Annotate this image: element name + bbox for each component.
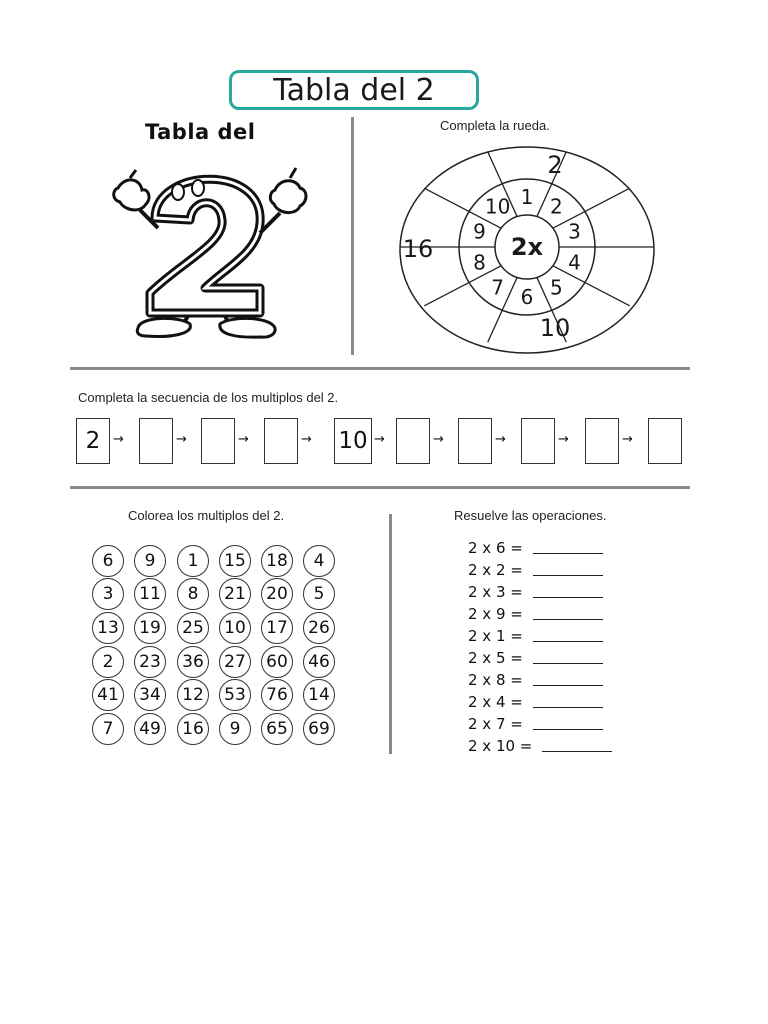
number-circle[interactable]: 26 bbox=[303, 612, 335, 644]
operation-expression: 2 x 2 = bbox=[468, 561, 523, 579]
sequence-box[interactable] bbox=[201, 418, 235, 464]
sequence-box: 2 bbox=[76, 418, 110, 464]
wheel-inner-number: 8 bbox=[473, 250, 486, 275]
operation-row bbox=[468, 561, 603, 579]
number-circle[interactable]: 12 bbox=[177, 679, 209, 711]
operations-instruction: Resuelve las operaciones. bbox=[454, 508, 607, 523]
divider-vertical-top bbox=[351, 117, 354, 355]
operation-row bbox=[468, 693, 603, 711]
number-circle[interactable]: 1 bbox=[177, 545, 209, 577]
answer-blank[interactable] bbox=[533, 587, 603, 598]
sequence-arrow-icon: → bbox=[374, 432, 385, 447]
coloring-instruction: Colorea los multiplos del 2. bbox=[128, 508, 285, 523]
number-two-mascot-icon bbox=[110, 148, 310, 343]
answer-blank[interactable] bbox=[533, 609, 603, 620]
operation-expression: 2 x 1 = bbox=[468, 627, 523, 645]
wheel-center-label: 2x bbox=[510, 233, 544, 261]
wheel-inner-number: 10 bbox=[484, 194, 511, 219]
wheel-inner-number: 9 bbox=[473, 219, 486, 244]
sequence-arrow-icon: → bbox=[113, 432, 124, 447]
operation-expression: 2 x 7 = bbox=[468, 715, 523, 733]
number-circle[interactable]: 9 bbox=[134, 545, 166, 577]
answer-blank[interactable] bbox=[533, 653, 603, 664]
wheel-inner-number: 2 bbox=[550, 194, 563, 219]
wheel-inner-number: 3 bbox=[568, 219, 581, 244]
wheel-inner-number: 7 bbox=[491, 275, 504, 300]
operation-expression: 2 x 3 = bbox=[468, 583, 523, 601]
multiplication-wheel bbox=[398, 145, 656, 355]
operation-row bbox=[468, 605, 603, 623]
number-circle[interactable]: 4 bbox=[303, 545, 335, 577]
operation-row bbox=[468, 715, 603, 733]
sequence-box[interactable] bbox=[521, 418, 555, 464]
number-circle[interactable]: 8 bbox=[177, 578, 209, 610]
answer-blank[interactable] bbox=[533, 719, 603, 730]
worksheet-title: Tabla del 2 bbox=[229, 70, 479, 110]
number-circle[interactable]: 15 bbox=[219, 545, 251, 577]
wheel-outer-answer: 2 bbox=[547, 151, 563, 179]
number-circle[interactable]: 76 bbox=[261, 679, 293, 711]
sequence-box[interactable] bbox=[139, 418, 173, 464]
number-circle[interactable]: 41 bbox=[92, 679, 124, 711]
number-circle[interactable]: 21 bbox=[219, 578, 251, 610]
number-circle[interactable]: 2 bbox=[92, 646, 124, 678]
divider-horizontal-2 bbox=[70, 486, 690, 489]
operation-row bbox=[468, 583, 603, 601]
sequence-arrow-icon: → bbox=[238, 432, 249, 447]
sequence-arrow-icon: → bbox=[558, 432, 569, 447]
wheel-inner-number: 6 bbox=[520, 285, 534, 309]
wheel-inner-number: 4 bbox=[568, 250, 581, 275]
number-circle[interactable]: 46 bbox=[303, 646, 335, 678]
number-circle[interactable]: 27 bbox=[219, 646, 251, 678]
sequence-instruction: Completa la secuencia de los multiplos del 2. bbox=[78, 390, 339, 405]
sequence-arrow-icon: → bbox=[495, 432, 506, 447]
divider-horizontal-1 bbox=[70, 367, 690, 370]
number-circle[interactable]: 34 bbox=[134, 679, 166, 711]
operation-expression: 2 x 8 = bbox=[468, 671, 523, 689]
number-circle[interactable]: 10 bbox=[219, 612, 251, 644]
sequence-arrow-icon: → bbox=[176, 432, 187, 447]
number-circle[interactable]: 19 bbox=[134, 612, 166, 644]
wheel-outer-answer: 16 bbox=[402, 235, 434, 263]
operation-row bbox=[468, 737, 612, 755]
answer-blank[interactable] bbox=[533, 675, 603, 686]
sequence-arrow-icon: → bbox=[433, 432, 444, 447]
sequence-arrow-icon: → bbox=[301, 432, 312, 447]
answer-blank[interactable] bbox=[533, 631, 603, 642]
number-circle[interactable]: 23 bbox=[134, 646, 166, 678]
answer-blank[interactable] bbox=[533, 697, 603, 708]
wheel-inner-number: 5 bbox=[550, 275, 563, 300]
number-circle[interactable]: 49 bbox=[134, 713, 166, 745]
number-circle[interactable]: 7 bbox=[92, 713, 124, 745]
operation-expression: 2 x 6 = bbox=[468, 539, 523, 557]
sequence-box[interactable] bbox=[458, 418, 492, 464]
number-circle[interactable]: 65 bbox=[261, 713, 293, 745]
sequence-arrow-icon: → bbox=[622, 432, 633, 447]
operation-row bbox=[468, 649, 603, 667]
answer-blank[interactable] bbox=[533, 565, 603, 576]
mascot-label: Tabla del bbox=[145, 120, 256, 144]
answer-blank[interactable] bbox=[533, 543, 603, 554]
number-circle[interactable]: 18 bbox=[261, 545, 293, 577]
number-circle[interactable]: 36 bbox=[177, 646, 209, 678]
number-circle[interactable]: 11 bbox=[134, 578, 166, 610]
number-circle[interactable]: 20 bbox=[261, 578, 293, 610]
number-circle[interactable]: 14 bbox=[303, 679, 335, 711]
number-circle[interactable]: 9 bbox=[219, 713, 251, 745]
operation-row bbox=[468, 671, 603, 689]
operation-expression: 2 x 5 = bbox=[468, 649, 523, 667]
sequence-box[interactable] bbox=[396, 418, 430, 464]
operation-expression: 2 x 9 = bbox=[468, 605, 523, 623]
wheel-inner-number: 1 bbox=[520, 185, 534, 209]
wheel-instruction: Completa la rueda. bbox=[440, 118, 550, 133]
sequence-box[interactable] bbox=[585, 418, 619, 464]
number-circle[interactable]: 16 bbox=[177, 713, 209, 745]
sequence-box[interactable] bbox=[648, 418, 682, 464]
number-circle[interactable]: 17 bbox=[261, 612, 293, 644]
number-circle[interactable]: 6 bbox=[92, 545, 124, 577]
number-circle[interactable]: 69 bbox=[303, 713, 335, 745]
sequence-box[interactable] bbox=[264, 418, 298, 464]
number-circle[interactable]: 13 bbox=[92, 612, 124, 644]
number-circle[interactable]: 25 bbox=[177, 612, 209, 644]
number-circle[interactable]: 53 bbox=[219, 679, 251, 711]
number-circle[interactable]: 60 bbox=[261, 646, 293, 678]
operation-row bbox=[468, 627, 603, 645]
operation-expression: 2 x 4 = bbox=[468, 693, 523, 711]
number-circle[interactable]: 5 bbox=[303, 578, 335, 610]
sequence-box: 10 bbox=[334, 418, 372, 464]
operation-row bbox=[468, 539, 603, 557]
number-circle[interactable]: 3 bbox=[92, 578, 124, 610]
answer-blank[interactable] bbox=[542, 741, 612, 752]
wheel-outer-answer: 10 bbox=[539, 314, 571, 342]
divider-vertical-bottom bbox=[389, 514, 392, 754]
operation-expression: 2 x 10 = bbox=[468, 737, 533, 755]
